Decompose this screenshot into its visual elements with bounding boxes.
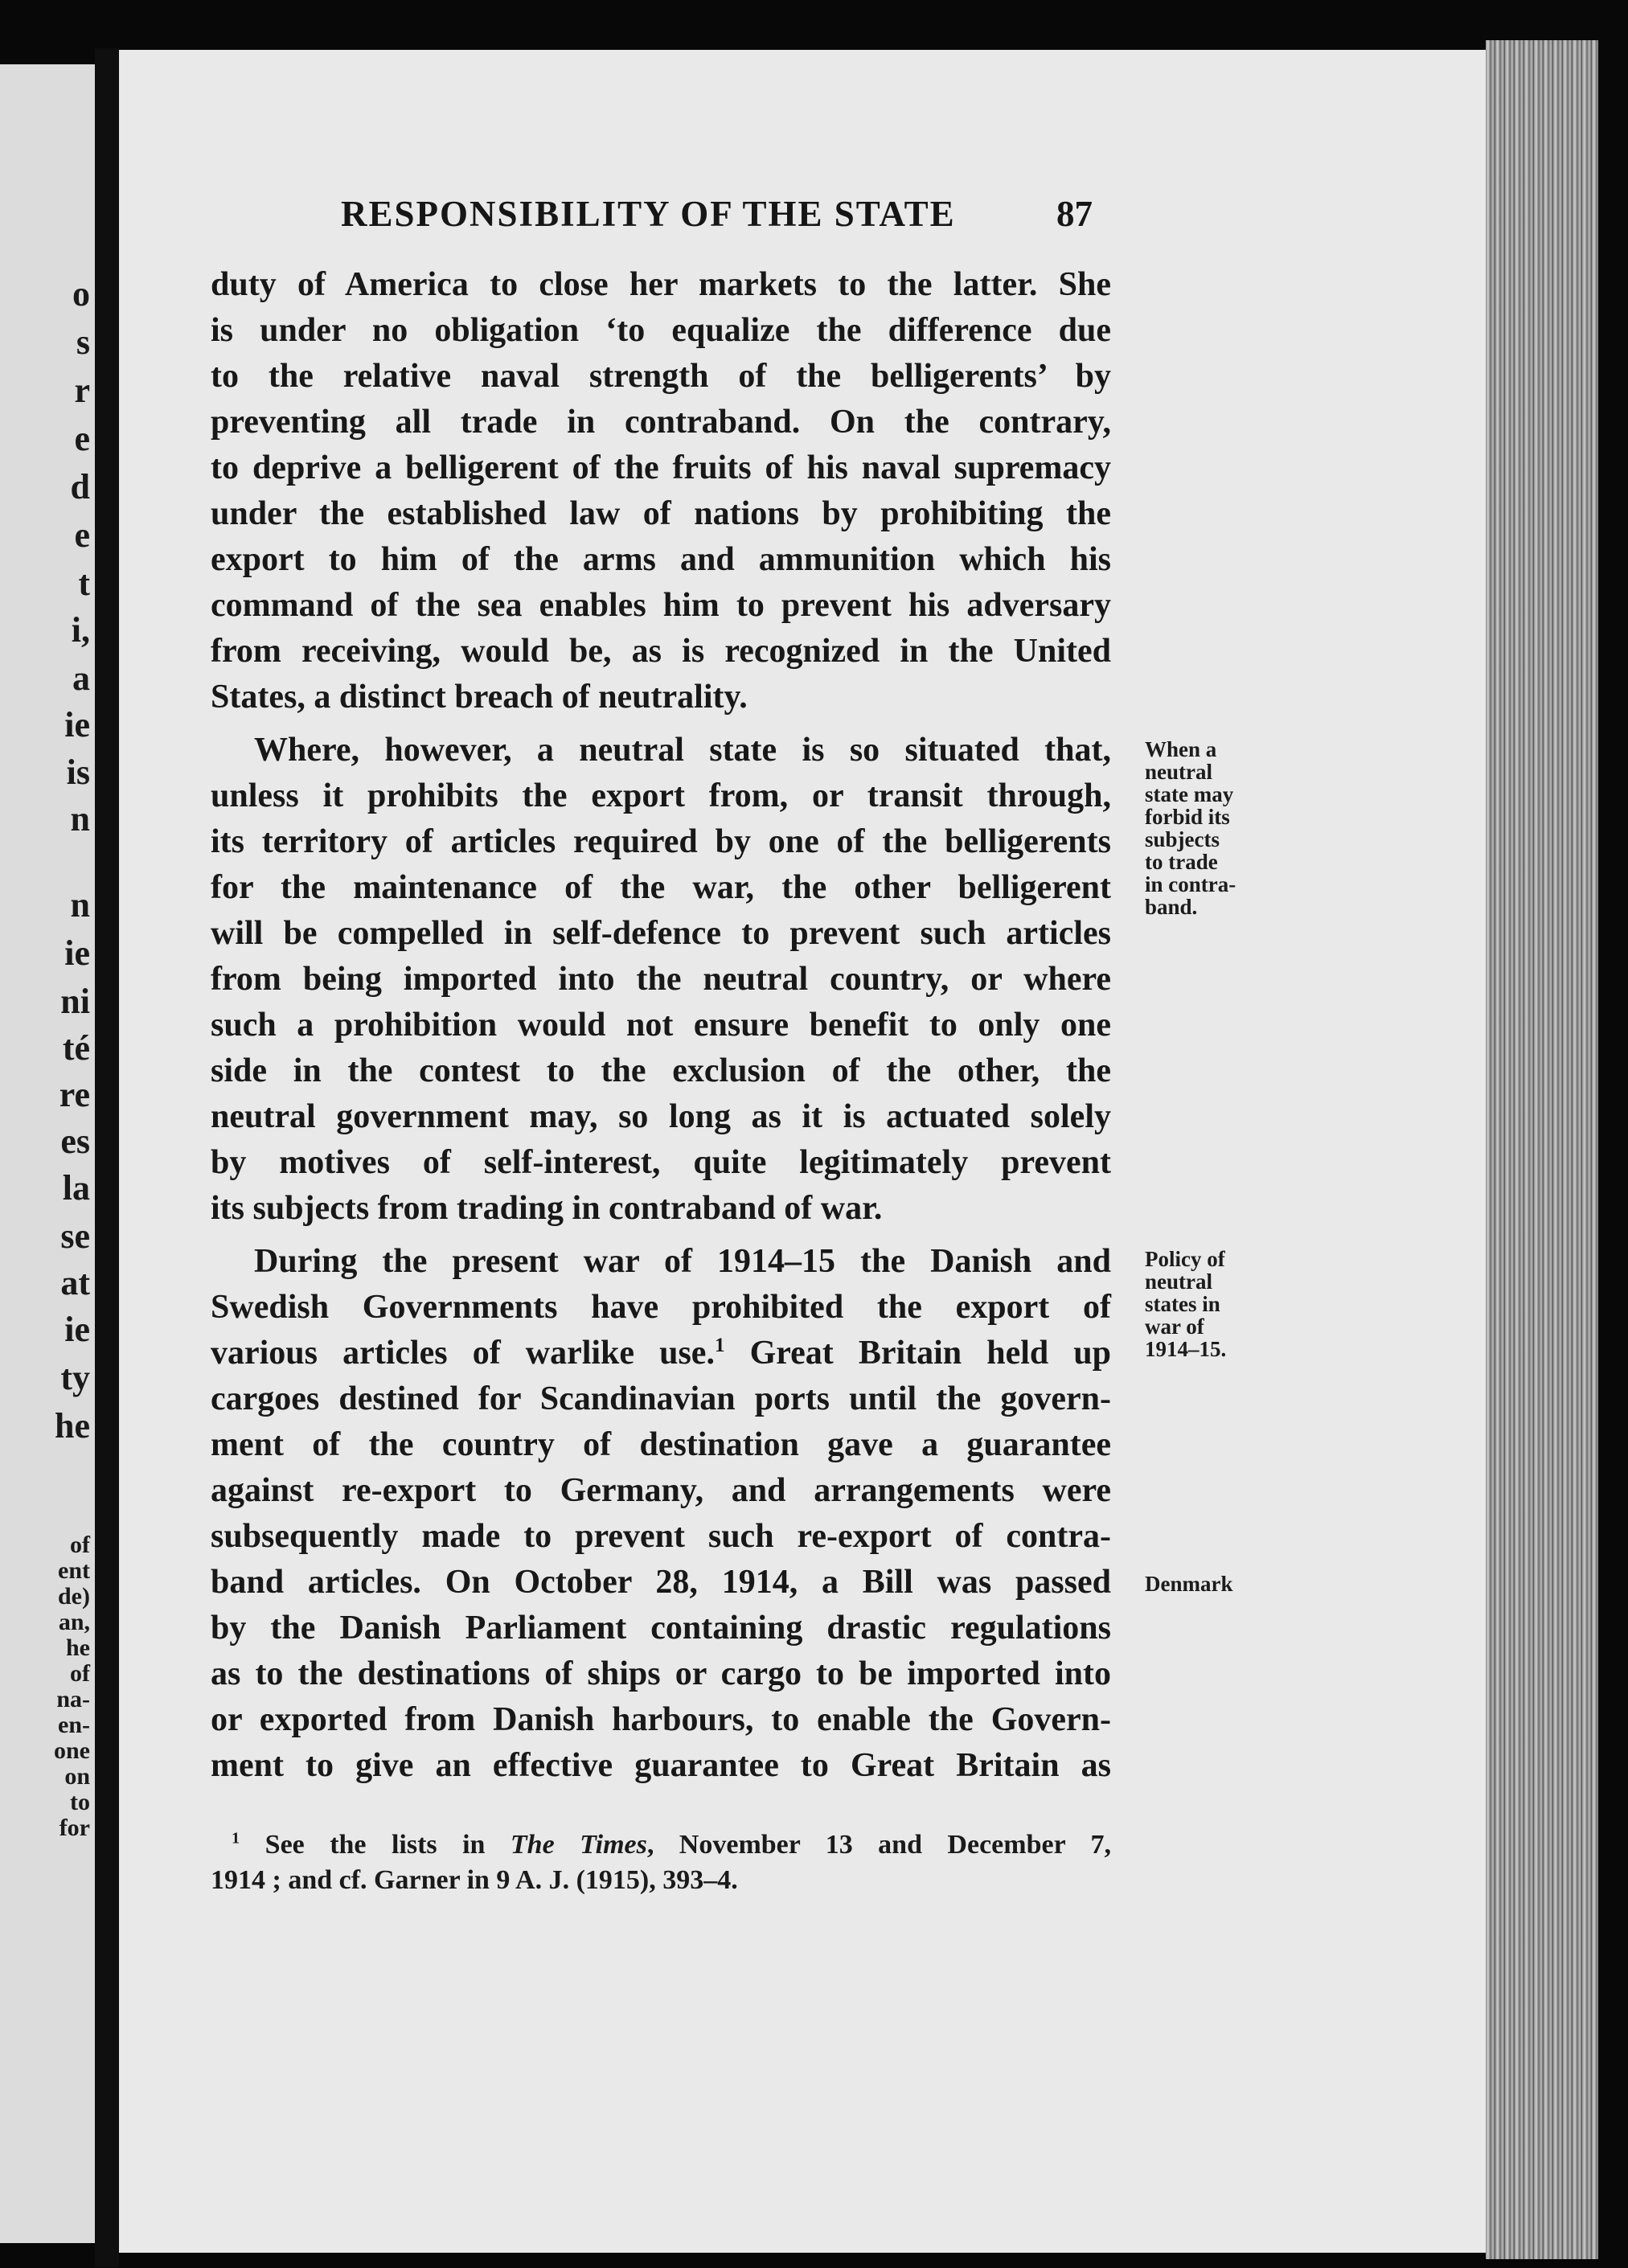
body-line: neutral government may, so long as it is actuated solely [211,1098,1111,1135]
body-line: for the maintenance of the war, the other belligerent [211,869,1111,906]
body-line: cargoes destined for Scandinavian ports until the govern- [211,1380,1111,1417]
footnote-text: See the lists in [240,1830,511,1860]
body-line: to the relative naval strength of the belligerents’ by [211,358,1111,395]
left-page-text-fragment: e [74,419,90,458]
left-page-text-fragment: d [70,467,90,507]
body-line: command of the sea enables him to prevent his adversary [211,587,1111,624]
margin-note-line: subjects [1145,827,1220,851]
left-page-text-fragment: is [66,753,90,792]
body-line: its territory of articles required by one of the belligerents [211,823,1111,860]
body-line: Swedish Governments have prohibited the export of [211,1289,1111,1326]
body-line: such a prohibition would not ensure benefit to only one [211,1007,1111,1044]
left-page-text-fragment: he [66,1634,90,1661]
body-line: under the established law of nations by prohibiting the [211,495,1111,532]
body-line: export to him of the arms and ammunition which his [211,541,1111,578]
body-line: by the Danish Parliament containing drastic regulations [211,1610,1111,1647]
left-page-text-fragment: an, [58,1609,90,1635]
body-line: Where, however, a neutral state is so situated that, [254,732,1111,769]
left-page-text-fragment: ie [64,705,90,744]
left-page-text-fragment: at [60,1263,90,1302]
body-line: duty of America to close her markets to the latter. She [211,266,1111,303]
left-page-text-fragment: on [64,1763,90,1790]
body-line: against re-export to Germany, and arrangements were [211,1472,1111,1509]
margin-note-line: in contra- [1145,872,1236,896]
page-number: 87 [1056,194,1093,234]
margin-note-line: state may [1145,782,1234,806]
body-line: from receiving, would be, as is recognized in the United [211,633,1111,670]
left-page-text-fragment: of [70,1532,90,1558]
body-line-text: various articles of warlike use. [211,1335,715,1372]
left-page-text-fragment: o [72,274,90,314]
book-gutter [95,48,119,2267]
body-line: to deprive a belligerent of the fruits of his naval supremacy [211,449,1111,486]
left-page-text-fragment: e [74,515,90,555]
margin-note-line: war of [1145,1314,1204,1339]
running-title: RESPONSIBILITY OF THE STATE [341,194,956,234]
page-edges [1486,40,1598,2259]
body-line: unless it prohibits the export from, or transit through, [211,777,1111,814]
body-line: is under no obligation ‘to equalize the difference due [211,312,1111,349]
body-line: ment of the country of destination gave a guarantee [211,1426,1111,1463]
body-line-text: Great Britain held up [724,1335,1112,1372]
body-line: from being imported into the neutral country, or where [211,961,1111,998]
margin-note-line: neutral [1145,760,1212,784]
footnote-line [232,1830,1111,1860]
left-page-text-fragment: n [70,885,90,925]
margin-note-neutral-state [1145,738,1273,918]
margin-note-line: forbid its [1145,805,1230,829]
left-page-text-fragment: ie [64,1310,90,1349]
margin-note-line: states in [1145,1292,1220,1316]
footnote-marker: 1 [232,1829,240,1848]
footnote-line: 1914 ; and cf. Garner in 9 A. J. (1915), 393–4. [211,1865,738,1895]
margin-note-policy [1145,1248,1273,1360]
left-page-text-fragment: for [59,1815,90,1841]
margin-note-denmark [1145,1573,1273,1595]
body-line: States, a distinct breach of neutrality. [211,679,748,716]
left-page-text-fragment: one [54,1737,90,1764]
margin-note-line: to trade [1145,850,1218,874]
body-line: preventing all trade in contraband. On the contrary, [211,404,1111,441]
left-page-text-fragment: té [62,1028,90,1068]
left-page-text-fragment: na- [56,1686,90,1712]
body-line: as to the destinations of ships or cargo to be imported into [211,1655,1111,1692]
left-page-text-fragment: se [60,1216,90,1256]
left-page-text-fragment: la [62,1168,90,1208]
body-line: During the present war of 1914–15 the Danish and [254,1243,1111,1280]
body-line: or exported from Danish harbours, to enable the Govern- [211,1701,1111,1738]
left-page-text-fragment: r [74,371,90,410]
left-page-text-fragment: n [70,799,90,839]
margin-note-line: band. [1145,895,1198,919]
left-page-text-fragment: re [59,1075,90,1114]
left-page-text-fragment: ent [58,1557,90,1584]
footnote-reference: 1 [714,1335,725,1356]
left-page-text-fragment: i, [71,610,90,650]
left-page-text-fragment: a [72,658,90,698]
left-page-text-fragment: ni [60,982,90,1021]
body-line: by motives of self-interest, quite legitimately prevent [211,1144,1111,1181]
left-page-text-fragment: es [60,1122,90,1161]
left-page-text-fragment: ie [64,933,90,973]
footnote-title: The Times [510,1830,647,1860]
left-page-fragment [0,64,95,2243]
left-page-text-fragment: en- [58,1712,90,1738]
margin-note-line: neutral [1145,1269,1212,1294]
left-page-text-fragment: ty [60,1358,90,1397]
body-line: will be compelled in self-defence to prevent such articles [211,915,1111,952]
left-page-text-fragment: to [70,1789,90,1815]
body-line: subsequently made to prevent such re-export of contra- [211,1518,1111,1555]
margin-note-line: Denmark [1145,1572,1233,1596]
body-line: band articles. On October 28, 1914, a Bill was passed [211,1564,1111,1601]
body-line: its subjects from trading in contraband of war. [211,1190,883,1227]
footnote-text: , November 13 and December 7, [646,1830,1111,1860]
margin-note-line: Policy of [1145,1247,1225,1271]
left-page-text-fragment: s [76,322,90,362]
margin-note-line: 1914–15. [1145,1337,1227,1361]
margin-note-line: When a [1145,737,1217,761]
left-page-text-fragment: de) [58,1583,90,1610]
body-line: side in the contest to the exclusion of the other, the [211,1052,1111,1089]
body-line [211,1334,1111,1372]
left-page-text-fragment: of [70,1660,90,1687]
left-page-text-fragment: he [55,1406,90,1446]
left-page-text-fragment: t [78,564,90,603]
body-line: ment to give an effective guarantee to Great Britain as [211,1747,1111,1784]
